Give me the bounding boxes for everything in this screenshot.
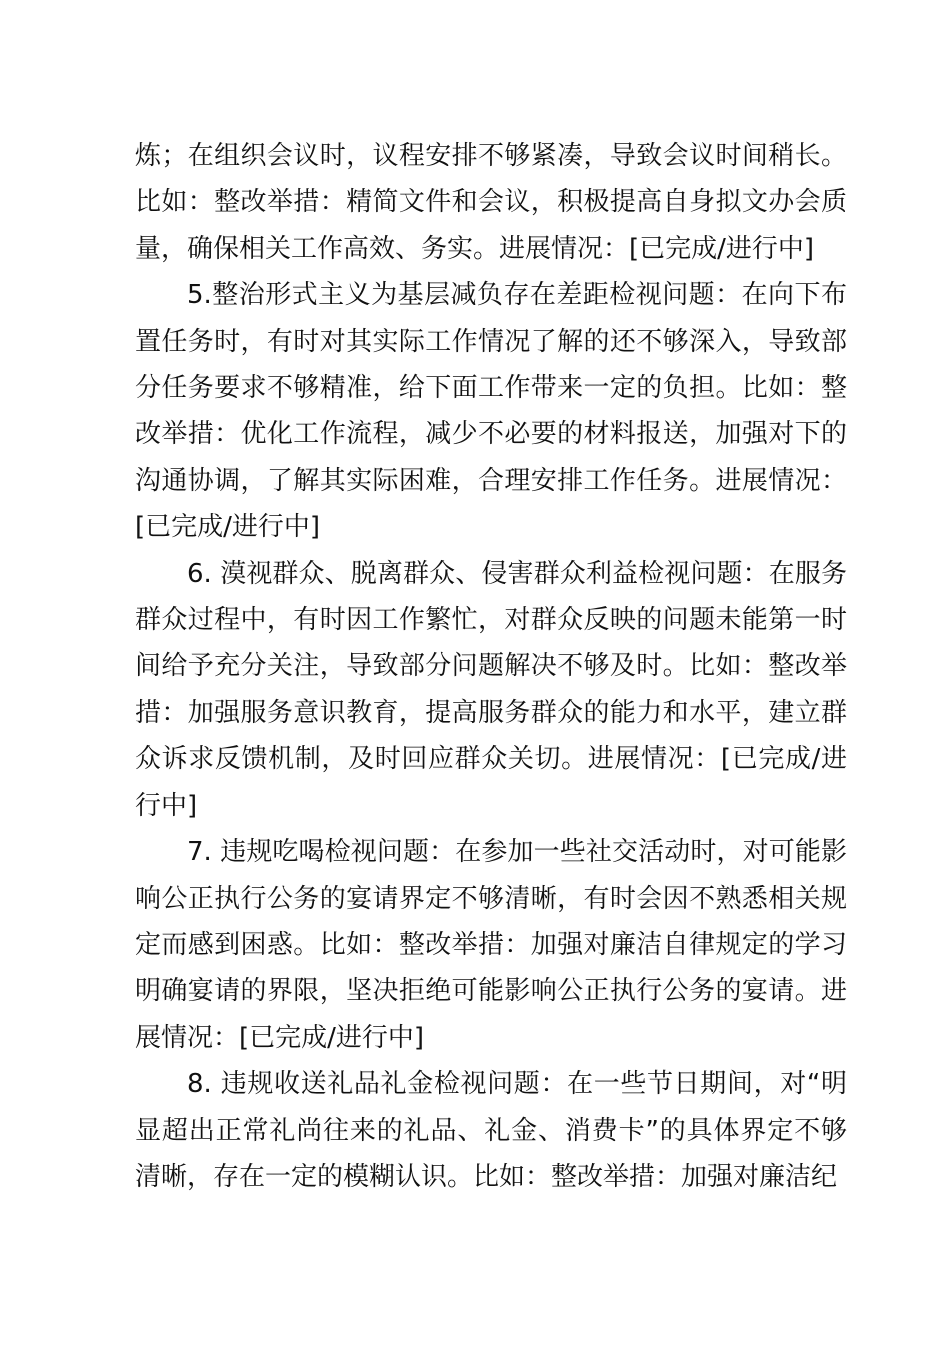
paragraph-item-6: 6. 漠视群众、脱离群众、侵害群众利益检视问题：在服务群众过程中，有时因工作繁忙，对群众反映的问题未能第一时间给予充分关注，导致部分问题解决不够及时。比如：整改举措：加强服务意识教育，提高服务群众的能力和水平，建立群众诉求反馈机制，及时回应群众关切。进展情况：[已完成/进行中] bbox=[135, 558, 847, 821]
paragraph-item-7: 7. 违规吃喝检视问题：在参加一些社交活动时，对可能影响公正执行公务的宴请界定不够清晰，有时会因不熟悉相关规定而感到困惑。比如：整改举措：加强对廉洁自律规定的学习明确宴请的界限，坚决拒绝可能影响公正执行公务的宴请。进展情况：[已完成/进行中] bbox=[135, 837, 847, 1053]
paragraph-item-5: 5.整治形式主义为基层减负存在差距检视问题：在向下布置任务时，有时对其实际工作情况了解的还不够深入，导致部分任务要求不够精准，给下面工作带来一定的负担。比如：整改举措：优化工作流程，减少不必要的材料报送，加强对下的沟通协调，了解其实际困难，合理安排工作任务。进展情况：[已完成/进行中] bbox=[135, 280, 847, 543]
document-body bbox=[135, 133, 847, 1200]
paragraph-continuation: 炼；在组织会议时，议程安排不够紧凑，导致会议时间稍长。比如：整改举措：精简文件和会议，积极提高自身拟文办会质量，确保相关工作高效、务实。进展情况：[已完成/进行中] bbox=[135, 141, 847, 264]
paragraph-item-8: 8. 违规收送礼品礼金检视问题：在一些节日期间，对“明显超出正常礼尚往来的礼品、礼金、消费卡”的具体界定不够清晰，存在一定的模糊认识。比如：整改举措：加强对廉洁纪 bbox=[135, 1069, 847, 1192]
